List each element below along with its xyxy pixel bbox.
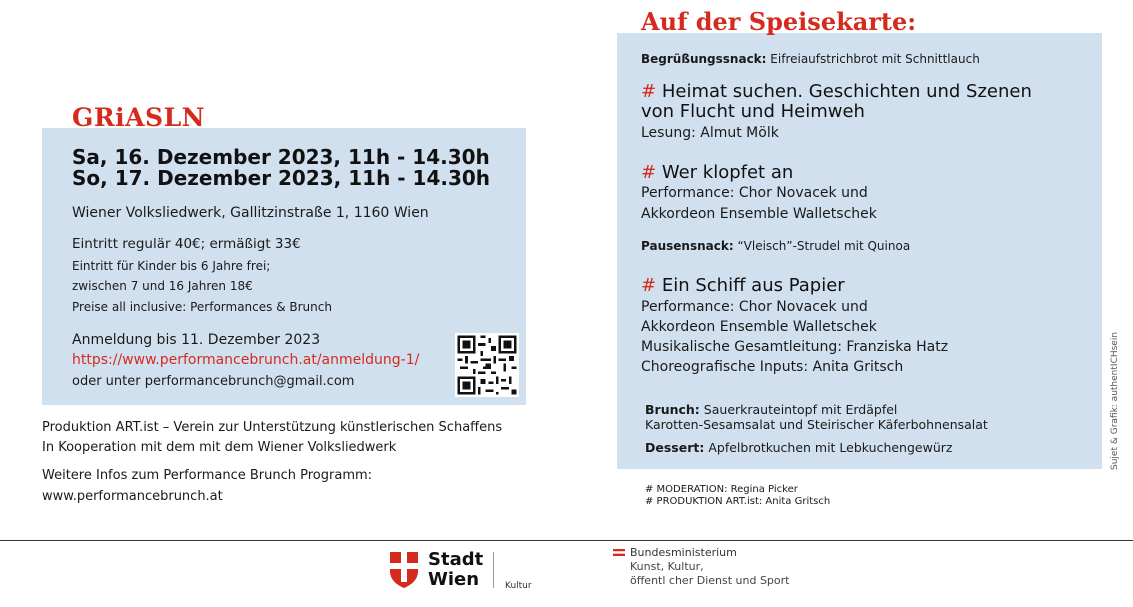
brunch-text: Sauerkrauteintopf mit Erdäpfel bbox=[703, 402, 898, 417]
break-snack-label: Pausensnack: bbox=[641, 239, 734, 253]
hash-mark: # bbox=[641, 275, 657, 296]
act2-sub-line1: Performance: Chor Novacek und bbox=[641, 185, 868, 201]
brunch-label: Brunch: bbox=[645, 402, 700, 417]
act3-title-text: Ein Schiff aus Papier bbox=[661, 275, 845, 296]
footer-divider bbox=[0, 540, 1133, 541]
production-credit: # PRODUKTION ART.ist: Anita Gritsch bbox=[645, 496, 831, 507]
registration-link[interactable]: https://www.performancebrunch.at/anmeldung-1/ bbox=[72, 352, 420, 368]
welcome-snack bbox=[641, 52, 980, 66]
kids-price-line1: Eintritt für Kinder bis 6 Jahre frei; bbox=[72, 259, 271, 273]
act2-sub-line2: Akkordeon Ensemble Walletschek bbox=[641, 206, 877, 222]
registration-deadline: Anmeldung bis 11. Dezember 2023 bbox=[72, 332, 321, 348]
act2-title bbox=[641, 162, 793, 183]
act1-title-line1 bbox=[641, 81, 1032, 102]
menu-title: Auf der Speisekarte: bbox=[641, 7, 917, 36]
welcome-snack-label: Begrüßungssnack: bbox=[641, 52, 767, 66]
dessert-text: Apfelbrotkuchen mit Lebkuchengewürz bbox=[708, 440, 953, 455]
austrian-flag-icon bbox=[613, 549, 625, 556]
act3-sub-line4: Choreografische Inputs: Anita Gritsch bbox=[641, 359, 904, 375]
qr-code-icon bbox=[455, 333, 519, 397]
break-snack-text: “Vleisch”-Strudel mit Quinoa bbox=[737, 239, 911, 253]
act2-title-text: Wer klopfet an bbox=[661, 162, 794, 183]
more-info-label: Weitere Infos zum Performance Brunch Programm: bbox=[42, 468, 373, 483]
break-snack bbox=[641, 239, 910, 253]
welcome-snack-text: Eifreiaufstrichbrot mit Schnittlauch bbox=[770, 52, 980, 66]
brunch-line2: Karotten-Sesamsalat und Steirischer Käferbohnensalat bbox=[645, 417, 988, 432]
act3-sub-line1: Performance: Chor Novacek und bbox=[641, 299, 868, 315]
date-sunday: So, 17. Dezember 2023, 11h - 14.30h bbox=[72, 166, 491, 190]
ministry-line2: öffentl cher Dienst und Sport bbox=[630, 574, 790, 587]
act1-title-text: Heimat suchen. Geschichten und Szenen bbox=[661, 81, 1032, 102]
hash-mark: # bbox=[641, 162, 657, 183]
production-note: Produktion ART.ist – Verein zur Unterstützung künstlerischen Schaffens bbox=[42, 420, 503, 435]
date-saturday: Sa, 16. Dezember 2023, 11h - 14.30h bbox=[72, 145, 490, 169]
ministry-title: Bundesministerium bbox=[630, 546, 737, 559]
kultur-label: Kultur bbox=[505, 581, 532, 591]
stadt-word: Stadt bbox=[428, 549, 484, 570]
act3-sub-line2: Akkordeon Ensemble Walletschek bbox=[641, 319, 877, 335]
dessert-line bbox=[645, 440, 952, 455]
logo-divider bbox=[493, 552, 494, 588]
wien-coat-of-arms-icon bbox=[389, 551, 419, 589]
brunch-line1 bbox=[645, 402, 897, 417]
act3-sub-line3: Musikalische Gesamtleitung: Franziska Hatz bbox=[641, 339, 949, 355]
more-info-url[interactable]: www.performancebrunch.at bbox=[42, 489, 223, 504]
ministry-logo-text bbox=[630, 546, 789, 588]
act3-title bbox=[641, 275, 845, 296]
wien-word: Wien bbox=[428, 569, 480, 590]
act1-subtitle: Lesung: Almut Mölk bbox=[641, 125, 779, 141]
event-title: GRiASLN bbox=[72, 103, 206, 132]
moderation-credit: # MODERATION: Regina Picker bbox=[645, 484, 798, 495]
inclusive-note: Preise all inclusive: Performances & Brunch bbox=[72, 300, 332, 314]
registration-email: oder unter performancebrunch@gmail.com bbox=[72, 374, 355, 389]
ministry-line1: Kunst, Kultur, bbox=[630, 560, 704, 573]
cooperation-note: In Kooperation mit dem mit dem Wiener Volksliedwerk bbox=[42, 440, 397, 455]
stadt-wien-logo-text bbox=[428, 550, 483, 590]
dessert-label: Dessert: bbox=[645, 440, 705, 455]
venue-address: Wiener Volksliedwerk, Gallitzinstraße 1, 1160 Wien bbox=[72, 205, 429, 221]
hash-mark: # bbox=[641, 81, 657, 102]
kids-price-line2: zwischen 7 und 16 Jahren 18€ bbox=[72, 279, 253, 293]
entry-price: Eintritt regulär 40€; ermäßigt 33€ bbox=[72, 236, 301, 252]
design-credit: Sujet & Grafik: authentICHsein bbox=[1110, 331, 1120, 470]
act1-title-line2: von Flucht und Heimweh bbox=[641, 101, 865, 122]
